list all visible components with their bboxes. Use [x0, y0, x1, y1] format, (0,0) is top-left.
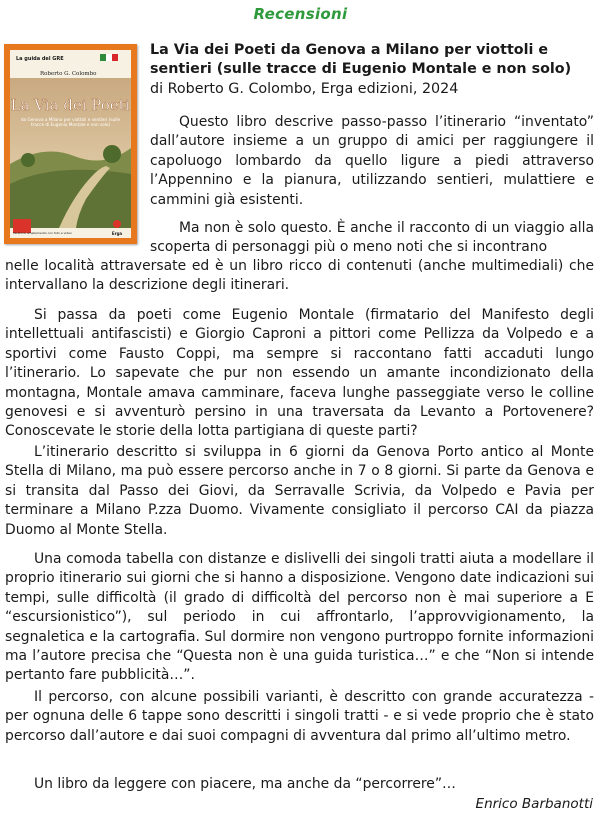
book-byline: di Roberto G. Colombo, Erga edizioni, 2024: [150, 81, 459, 97]
cover-subtitle: da Genova a Milano per viottoli e sentieri (sulle tracce di Eugenio Montale e non solo): [20, 117, 121, 127]
cover-publisher-logo: [113, 220, 121, 228]
paragraph-3: Si passa da poeti come Eugenio Montale (firmatario del Manifesto degli intellettuali antifascisti) e Giorgio Caproni a pittori come Pellizza da Volpedo e a sportivi come Fausto Coppi, ma sempre si raccontano fatti accaduti lungo l’itinerario. Lo sapevate che pur non essendo un amante incondizionato della montagna, Montale amava camminare, faceva lunghe passeggiate verso le colline genovesi e si avventurò persino in una traversata da Levanto a Portovenere? Conoscevate le storie della lotta partigiana di queste parti?: [5, 307, 594, 440]
cover-badge: [13, 219, 31, 233]
cover-title: La Via dei Poeti: [10, 96, 130, 114]
review-signature: Enrico Barbanotti: [475, 796, 593, 812]
paragraph-5: Una comoda tabella con distanze e dislivelli dei singoli tratti aiuta a modellare il proprio itinerario sui giorni che si hanno a disposizione. Vengono date indicazioni sui tempi, sulle difficoltà (il grado di difficoltà del percorso non è mai superiore a E “escursionistico”), sul periodo in cui affrontarlo, l’approvvigionamento, la segnaletica e la cartografia. Sul dormire non vengono purtroppo fornite informazioni ma l’autore precisa che “Questa non è una guida turistica…” e che “Non si intende pertanto fare pubblicità…”.: [5, 551, 594, 684]
cover-author: Roberto G. Colombo: [40, 71, 97, 77]
cover-series-label: La guida del GRE: [16, 56, 64, 62]
book-title: La Via dei Poeti da Genova a Milano per viottoli e sentieri (sulle tracce di Eugenio Montale e non solo): [150, 42, 572, 77]
paragraph-7: Un libro da leggere con piacere, ma anche da “percorrere”…: [34, 776, 456, 792]
paragraph-2a: Ma non è solo questo. È anche il racconto di un viaggio alla scoperta di personaggi più o meno noti che si incontrano: [150, 220, 594, 256]
cover-publisher: Erga: [111, 231, 123, 236]
paragraph-1: Questo libro descrive passo-passo l’itinerario “inventato” dall’autore insieme a un gruppo di amici per raggiungere il capoluogo lombardo da quello ligure a piedi attraverso l’Appennino e la pianura, utilizzando sentieri, mulattiere e cammini già esistenti.: [150, 114, 594, 208]
paragraph-6: Il percorso, con alcune possibili varianti, è descritto con grande accuratezza - per ognuna delle 6 tappe sono descritti i singoli tratti - e si vede proprio che è stato percorso dall’autore e dai suoi compagni di avventura dal primo all’ultimo metro.: [5, 689, 594, 744]
section-title: Recensioni: [253, 5, 348, 23]
paragraph-4: L’itinerario descritto si sviluppa in 6 giorni da Genova Porto antico al Monte Stella di Milano, ma può essere percorso anche in 7 o 8 giorni. Si parte da Genova e si transita dal Passo dei Giovi, da Serravalle Scrivia, da Volpedo e Pavia per terminare a Milano P.zza Duomo. Vivamente consigliato il percorso CAI da piazza Duomo al Monte Stella.: [5, 444, 594, 538]
book-cover-image: [4, 44, 137, 244]
paragraph-2b: nelle località attraversate ed è un libro ricco di contenuti (anche multimediali) che intervallano la descrizione degli itinerari.: [5, 258, 594, 294]
cover-badge-text: Versione ampliamento con foto e video: [13, 232, 72, 235]
